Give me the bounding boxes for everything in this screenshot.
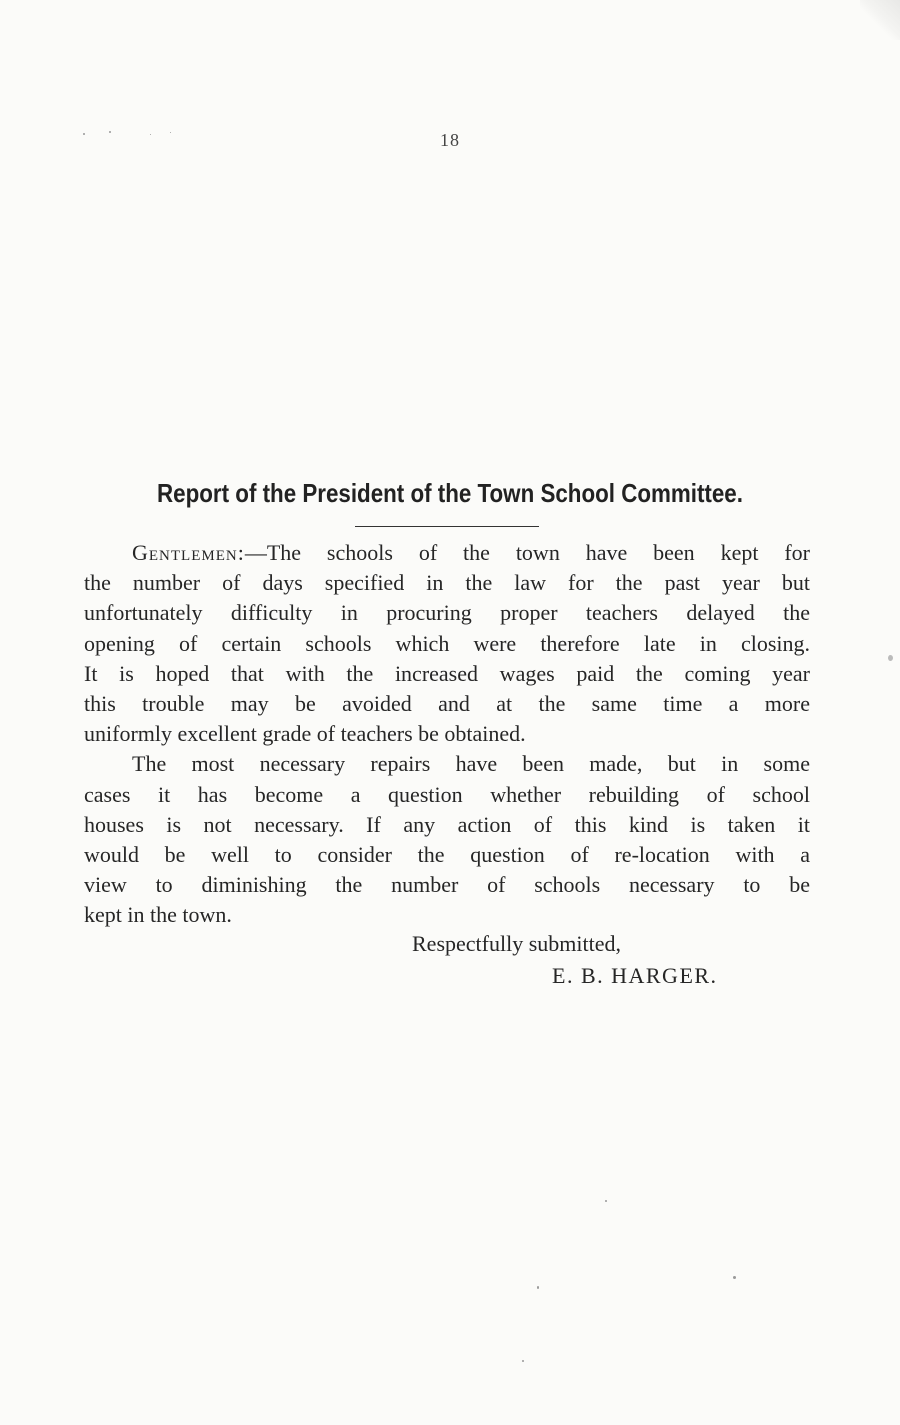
paragraph-2-line: kept in the town. bbox=[84, 902, 232, 928]
paragraph-2-line: The most necessary repairs have been made, but in some bbox=[132, 751, 810, 777]
paragraph-2-line: would be well to consider the question of re-location with a bbox=[84, 842, 810, 868]
page-number: 18 bbox=[440, 130, 460, 150]
salutation: Gentlemen: bbox=[132, 540, 245, 565]
page-corner bbox=[860, 0, 900, 40]
scan-speck bbox=[605, 1200, 607, 1202]
scan-speck bbox=[888, 655, 893, 661]
scan-speck bbox=[150, 134, 151, 135]
scan-speck bbox=[83, 133, 85, 135]
report-body bbox=[84, 538, 810, 931]
title-divider bbox=[355, 526, 539, 527]
paragraph-1 bbox=[84, 538, 810, 749]
scan-speck bbox=[537, 1286, 539, 1289]
paragraph-1-line: this trouble may be avoided and at the same time a more bbox=[84, 691, 810, 717]
paragraph-1-line: uniformly excellent grade of teachers be obtained. bbox=[84, 721, 526, 747]
paragraph-1-line: opening of certain schools which were therefore late in closing. bbox=[84, 630, 810, 656]
paragraph-2-line: houses is not necessary. If any action of this kind is taken it bbox=[84, 811, 810, 837]
paragraph-1-line-text: —The schools of the town have been kept for bbox=[244, 540, 810, 565]
paragraph-2-line: cases it has become a question whether rebuilding of school bbox=[84, 781, 810, 807]
paragraph-1-line: It is hoped that with the increased wages paid the coming year bbox=[84, 660, 810, 686]
paragraph-2-line: view to diminishing the number of schools necessary to be bbox=[84, 872, 810, 898]
signature: E. B. HARGER. bbox=[552, 963, 718, 988]
paragraph-1-line bbox=[84, 538, 810, 568]
scan-speck bbox=[522, 1360, 524, 1362]
paragraph-1-line: unfortunately difficulty in procuring proper teachers delayed the bbox=[84, 600, 810, 626]
paragraph-1-line: the number of days specified in the law for the past year but bbox=[84, 570, 810, 596]
scan-speck bbox=[170, 132, 171, 133]
scan-speck bbox=[109, 131, 111, 133]
report-title: Report of the President of the Town School Committee. bbox=[157, 478, 743, 508]
closing: Respectfully submitted, bbox=[412, 931, 621, 956]
scan-speck bbox=[733, 1276, 736, 1279]
paragraph-2 bbox=[84, 749, 810, 930]
